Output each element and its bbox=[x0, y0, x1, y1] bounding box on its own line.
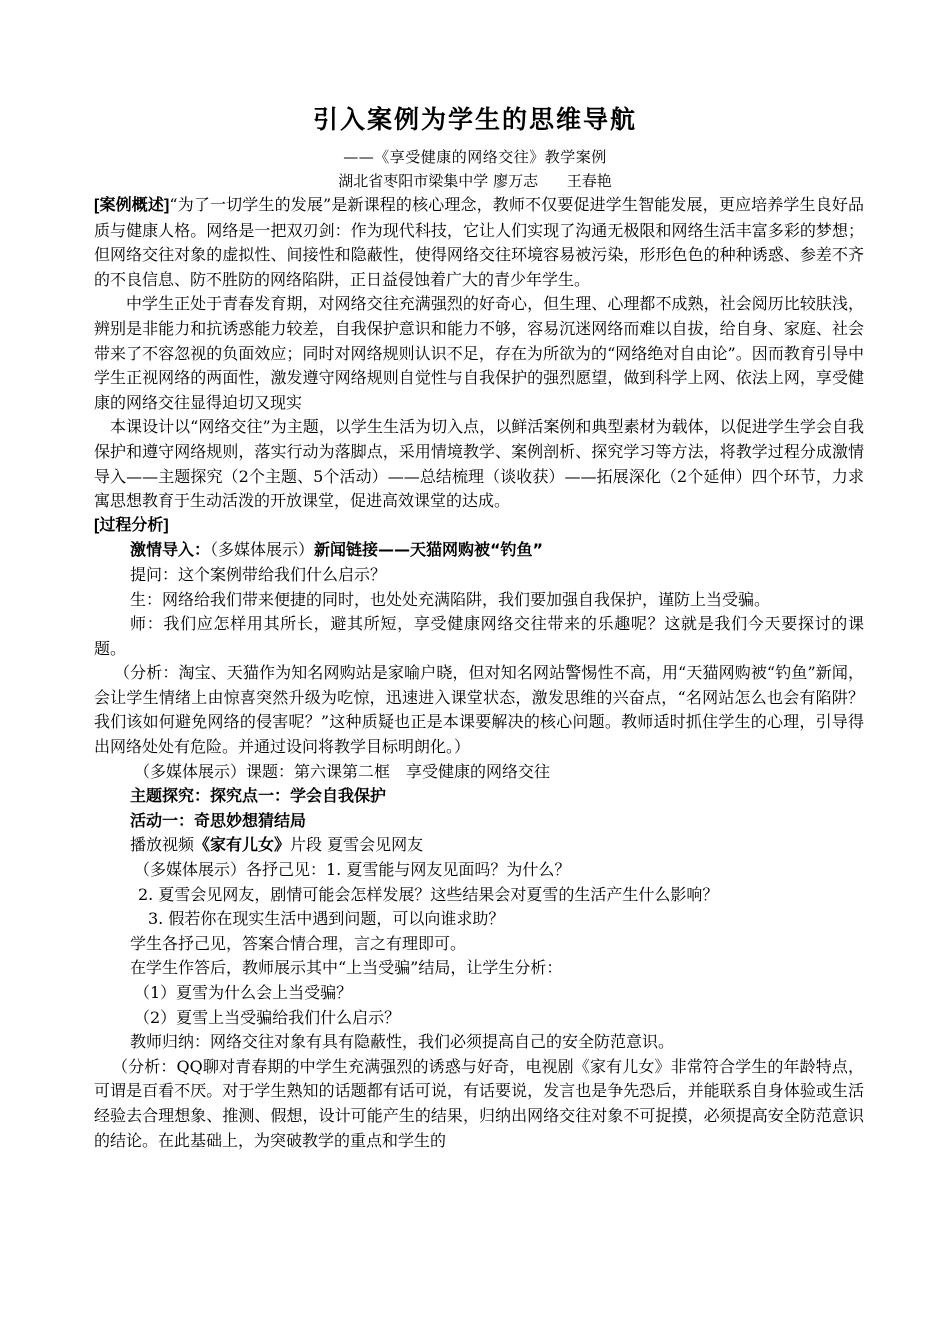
activity-heading: 活动一：奇思妙想猜结局 bbox=[130, 810, 307, 830]
intro-line bbox=[94, 538, 864, 563]
question-2: 2. 夏雪会见网友，剧情可能会怎样发展？这些结果会对夏雪的生活产生什么影响？ bbox=[138, 884, 719, 904]
analysis-2: （分析：QQ聊对青春期的中学生充满强烈的诱惑与好奇，电视剧《家有儿女》非常符合学生的年龄特点，可谓是百看不厌。对于学生熟知的话题都有话可说，有话要说，发言也是争先恐后，并能联系自身体验或生活经验去合理想象、推测、假想，设计可能产生的结果，归纳出网络交往对象不可捉摸，必须提高安全防范意识的结论。在此基础上，为突破教学的重点和学生的 bbox=[94, 1056, 864, 1150]
author-school: 湖北省枣阳市梁集中学 bbox=[338, 172, 489, 190]
summary-line: 教师归纳：网络交往对象有具有隐蔽性，我们必须提高自己的安全防范意识。 bbox=[130, 1032, 675, 1052]
overview-label: [案例概述] bbox=[94, 197, 170, 214]
document-body bbox=[94, 193, 864, 1153]
question-3: 3. 假若你在现实生活中遇到问题，可以向谁求助？ bbox=[148, 909, 505, 929]
analysis-1: （分析：淘宝、天猫作为知名网购站是家喻户晓，但对知名网站警惕性不高，用“天猫网购被“钓鱼”新闻，会让学生情绪上由惊喜突然升级为吃惊，迅速进入课堂状态，激发思维的兴奋点，“名网站怎么也会有陷阱？我们该如何避免网络的侵害呢？”这种质疑也正是本课要解决的核心问题。教师适时抓住学生的心理，引导得出网络处处有危险。并通过设问将教学目标明朗化。） bbox=[94, 663, 864, 757]
overview-paragraph-3: 本课设计以“网络交往”为主题，以学生生活为切入点，以鲜活案例和典型素材为载体，以促进学生学会自我保护和遵守网络规则，落实行动为落脚点，采用情境教学、案例剖析、探究学习等方法，将教学过程分成激情导入——主题探究（2个主题、5个活动）——总结梳理（谈收获）——拓展深化（2个延伸）四个环节，力求寓思想教育于生动活泼的开放课堂，促进高效课堂的达成。 bbox=[94, 417, 864, 511]
author-name-2: 王春艳 bbox=[566, 172, 612, 190]
analysis-question-1: （1）夏雪为什么会上当受骗？ bbox=[134, 983, 353, 1002]
intro-media: （多媒体展示） bbox=[210, 540, 315, 560]
process-label: [过程分析] bbox=[94, 516, 169, 534]
page-subtitle: ——《享受健康的网络交往》教学案例 bbox=[343, 148, 607, 166]
analysis-question-2: （2）夏雪上当受骗给我们什么启示？ bbox=[134, 1007, 401, 1027]
video-suffix: 片段 夏雪会见网友 bbox=[290, 835, 424, 855]
video-prefix: 播放视频 bbox=[130, 835, 195, 855]
intro-label: 激情导入： bbox=[130, 540, 211, 560]
intro-news: 新闻链接——天猫网购被“钓鱼” bbox=[314, 540, 544, 560]
question-line: 提问：这个案例带给我们什么启示？ bbox=[130, 564, 387, 584]
overview-paragraph-2: 中学生正处于青春发育期，对网络交往充满强烈的好奇心，但生理、心理都不成熟，社会阅历比较肤浅，辨别是非能力和抗诱惑能力较差，自我保护意识和能力不够，容易沉迷网络而难以自拔，给自身、家庭、社会带来了不容忽视的负面效应；同时对网络规则认识不足，存在为所欲为的“网络绝对自由论”。因而教育引导中学生正视网络的两面性，激发遵守网络规则自觉性与自我保护的强烈愿望，做到科学上网、依法上网，享受健康的网络交往显得迫切又现实 bbox=[94, 294, 864, 412]
explore-heading: 主题探究：探究点一：学会自我保护 bbox=[130, 786, 387, 806]
author-name: 廖万志 bbox=[493, 172, 539, 190]
teacher-line: 师：我们应怎样用其所长，避其所短，享受健康网络交往带来的乐趣呢？这就是我们今天要探讨的课题。 bbox=[94, 614, 864, 658]
answers-line: 学生各抒己见，答案合情合理，言之有理即可。 bbox=[130, 933, 467, 953]
author-line bbox=[0, 170, 950, 191]
topic-line: （多媒体展示）课题：第六课第二框 享受健康的网络交往 bbox=[134, 761, 551, 781]
video-line bbox=[94, 833, 864, 858]
after-line: 在学生作答后，教师展示其中“上当受骗”结局，让学生分析： bbox=[130, 958, 563, 978]
overview-paragraph-1 bbox=[94, 193, 864, 292]
question-1: （多媒体展示）各抒己见：1. 夏雪能与网友见面吗？为什么？ bbox=[134, 860, 571, 880]
video-title: 《家有儿女》 bbox=[194, 835, 291, 855]
student-line: 生：网络给我们带来便捷的同时，也处处充满陷阱，我们要加强自我保护，谨防上当受骗。 bbox=[130, 589, 771, 609]
overview-text-1: “为了一切学生的发展”是新课程的核心理念，教师不仅要促进学生智能发展，更应培养学生良好品质与健康人格。网络是一把双刃剑：作为现代科技，它让人们实现了沟通无极限和网络生活丰富多彩的梦想；但网络交往对象的虚拟性、间接性和隐蔽性，使得网络交往环境容易被污染，形形色色的种种诱惑、参差不齐的不良信息、防不胜防的网络陷阱，正日益侵蚀着广大的青少年学生。 bbox=[94, 195, 864, 289]
page-title: 引入案例为学生的思维导航 bbox=[312, 105, 637, 134]
